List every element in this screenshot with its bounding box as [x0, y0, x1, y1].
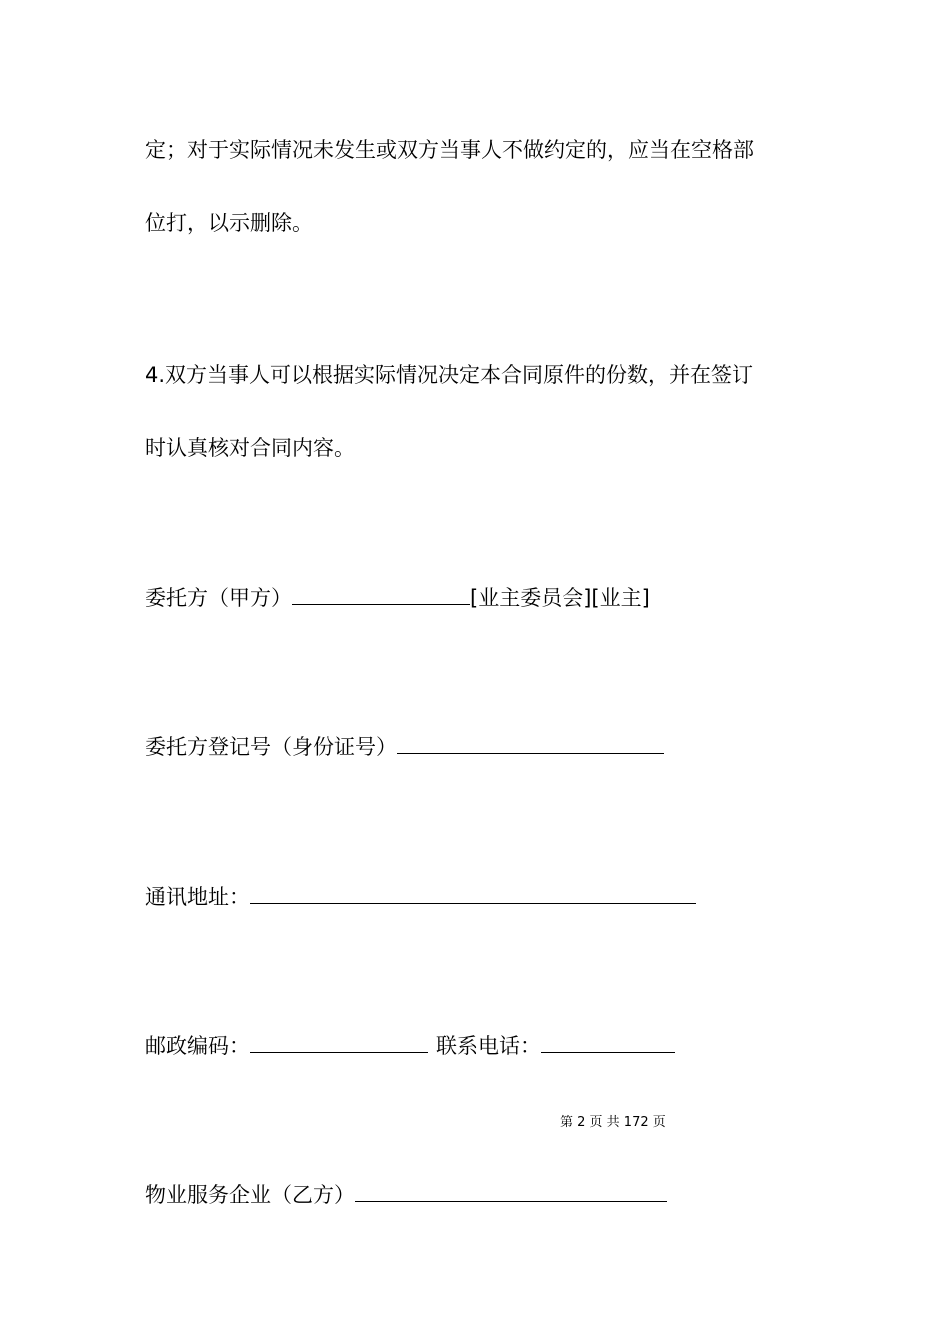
- party-b-blank[interactable]: [355, 1181, 667, 1202]
- party-a-suffix: [业主委员会][业主]: [470, 586, 650, 610]
- paragraph-line-3: 4.双方当事人可以根据实际情况决定本合同原件的份数，并在签订: [145, 363, 754, 387]
- party-b-label: 物业服务企业（乙方）: [145, 1183, 355, 1207]
- postal-phone-row: [145, 1032, 675, 1060]
- party-a-row: [145, 584, 650, 612]
- address-label: 通讯地址：: [145, 885, 250, 909]
- paragraph-line-1: 定；对于实际情况未发生或双方当事人不做约定的，应当在空格部: [145, 138, 754, 162]
- party-a-label: 委托方（甲方）: [145, 586, 292, 610]
- paragraph-line-4: 时认真核对合同内容。: [145, 436, 355, 460]
- party-b-row: [145, 1181, 667, 1209]
- phone-blank[interactable]: [541, 1032, 675, 1053]
- registration-blank[interactable]: [397, 733, 664, 754]
- paragraph-line-2: 位打，以示删除。: [145, 211, 313, 235]
- phone-label: 联系电话：: [436, 1034, 541, 1058]
- address-blank[interactable]: [250, 883, 696, 904]
- page-footer: 第 2 页 共 172 页: [560, 1115, 666, 1130]
- postal-blank[interactable]: [250, 1032, 428, 1053]
- postal-label: 邮政编码：: [145, 1034, 250, 1058]
- address-row: [145, 883, 696, 911]
- registration-row: [145, 733, 664, 761]
- party-a-blank[interactable]: [292, 584, 470, 605]
- registration-label: 委托方登记号（身份证号）: [145, 735, 397, 759]
